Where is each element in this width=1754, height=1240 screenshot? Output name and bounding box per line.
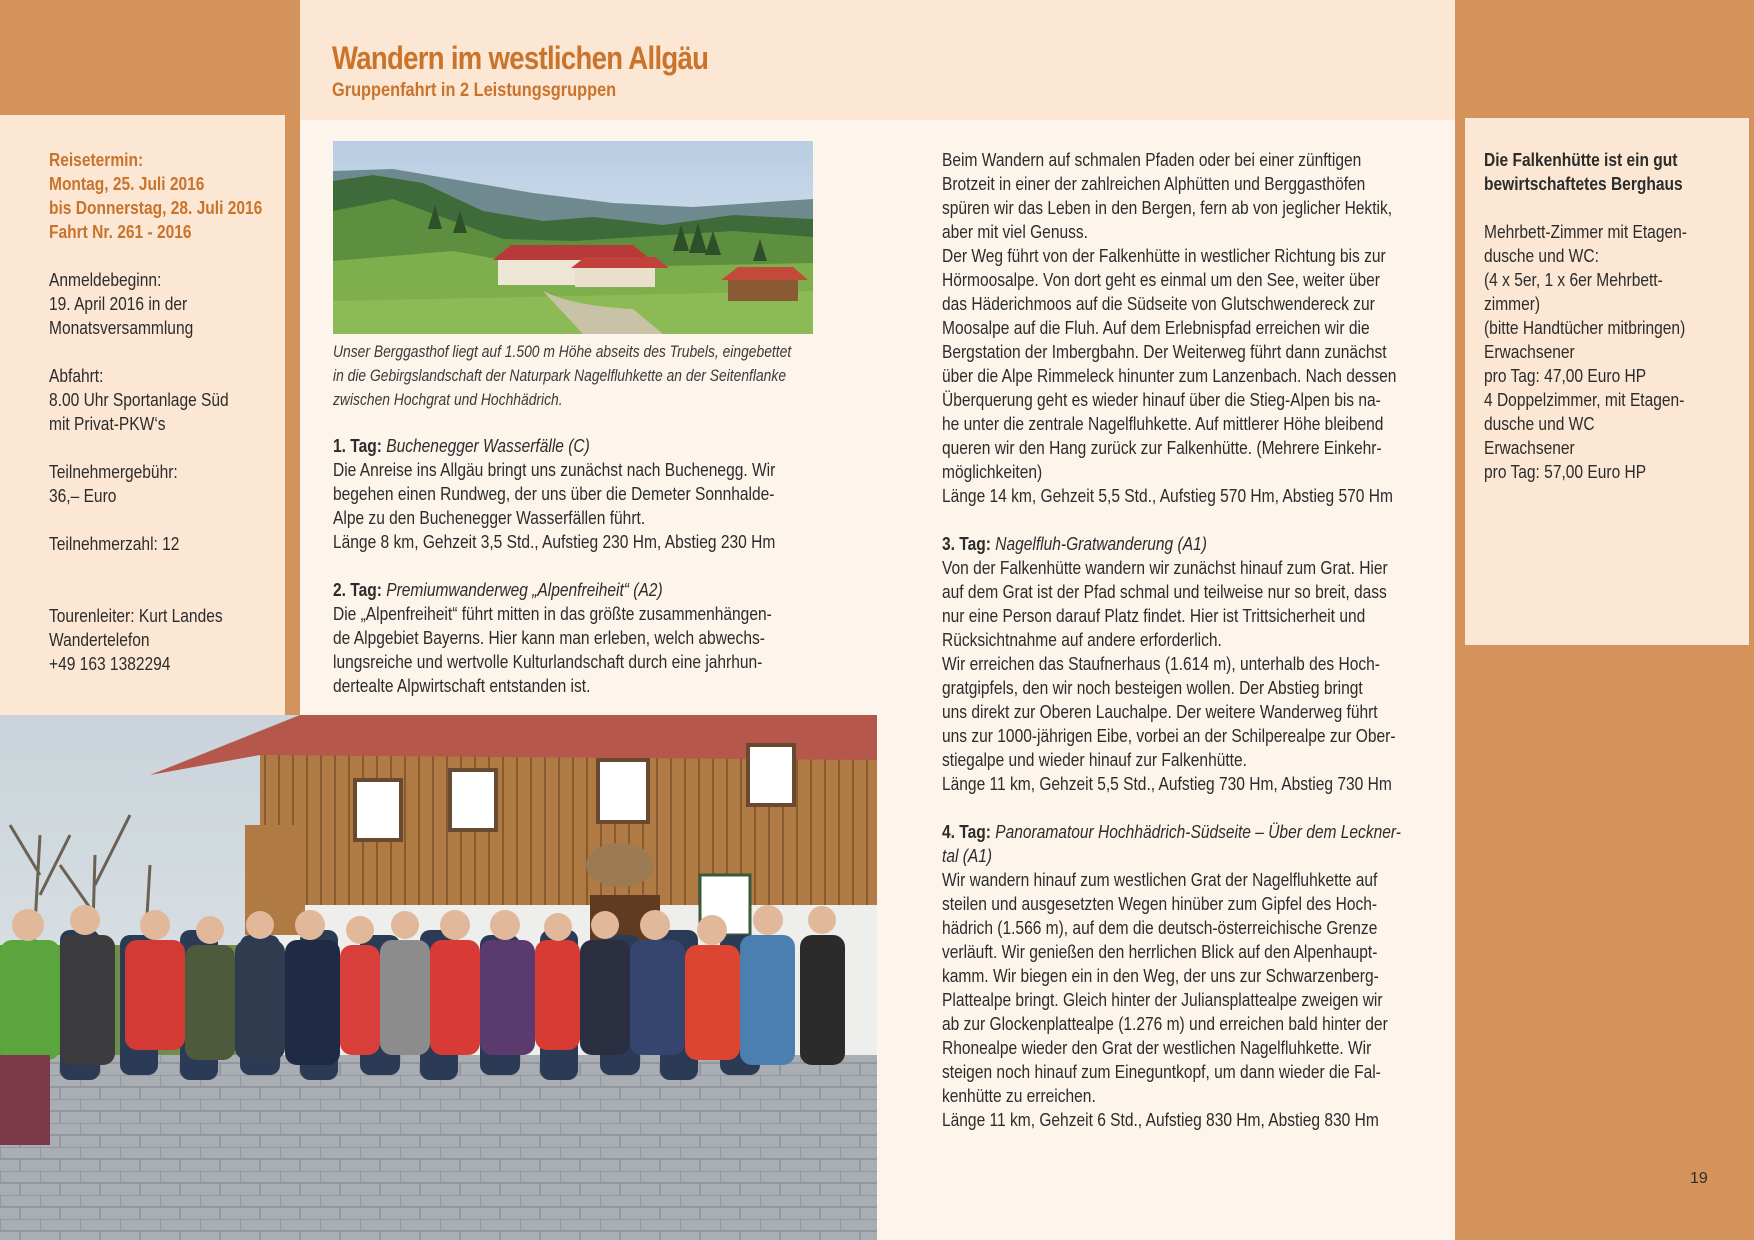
intro-line: Bergstation der Imbergbahn. Der Weiterweg führt dann zunächst: [942, 341, 1387, 362]
registration-line: Monatsversammlung: [49, 317, 194, 338]
date-end: bis Donnerstag, 28. Juli 2016: [49, 197, 263, 218]
intro-line: he unter die zentrale Nagelfluhkette. Auf mittlerer Höhe bleibend: [942, 413, 1384, 434]
day-text-line: nur eine Person darauf Platz findet. Hier ist Trittsicherheit und: [942, 605, 1366, 626]
hut-line: pro Tag: 47,00 Euro HP: [1484, 365, 1647, 386]
hut-line: (4 x 5er, 1 x 6er Mehrbett-: [1484, 269, 1663, 290]
tour-leader: Tourenleiter: Kurt Landes: [49, 605, 223, 626]
days-column-1: [333, 434, 903, 698]
day-text-line: Alpe zu den Buchenegger Wasserfällen führt.: [333, 507, 646, 528]
photo-caption: [333, 340, 923, 412]
lodge-photo: [333, 141, 813, 334]
fee-label: Teilnehmergebühr:: [49, 461, 178, 482]
day-text-line: begehen einen Rundweg, der uns über die Demeter Sonnhalde-: [333, 483, 775, 504]
registration-line: 19. April 2016 in der: [49, 293, 188, 314]
departure-line: 8.00 Uhr Sportanlage Süd: [49, 389, 229, 410]
day-label: 4. Tag:: [942, 821, 991, 842]
departure-line: mit Privat-PKW‘s: [49, 413, 166, 434]
intro-line: Brotzeit in einer der zahlreichen Alphütten und Berggasthöfen: [942, 173, 1366, 194]
day-text-line: steilen und ausgesetzten Wegen hinüber zum Gipfel des Hoch-: [942, 893, 1378, 914]
day-text-line: Wir erreichen das Staufnerhaus (1.614 m), unterhalb des Hoch-: [942, 653, 1380, 674]
hut-line: (bitte Handtücher mitbringen): [1484, 317, 1686, 338]
intro-line: Der Weg führt von der Falkenhütte in westlicher Richtung bis zur: [942, 245, 1386, 266]
hut-line: 4 Doppelzimmer, mit Etagen-: [1484, 389, 1685, 410]
registration-label: Anmeldebeginn:: [49, 269, 162, 290]
day-text-line: auf dem Grat ist der Pfad schmal und teilweise nur so breit, dass: [942, 581, 1387, 602]
day-heading: [333, 578, 812, 602]
intro-line: queren wir den Hang zurück zur Falkenhütte. (Mehrere Einkehr-: [942, 437, 1382, 458]
day-label: 1. Tag:: [333, 435, 382, 456]
hut-info: [1484, 148, 1754, 484]
days-column-2: [942, 148, 1522, 1132]
hut-line: dusche und WC:: [1484, 245, 1599, 266]
day-title: Buchenegger Wasserfälle (C): [386, 435, 590, 456]
day-text-line: Plattealpe bringt. Gleich hinter der Juliansplattealpe zweigen wir: [942, 989, 1383, 1010]
day-text-line: Wir wandern hinauf zum westlichen Grat der Nagelfluhkette auf: [942, 869, 1378, 890]
page-number: 19: [1690, 1170, 1708, 1187]
day-title-cont: tal (A1): [942, 845, 993, 866]
day-text-line: Von der Falkenhütte wandern wir zunächst hinauf zum Grat. Hier: [942, 557, 1388, 578]
day-label: 2. Tag:: [333, 579, 382, 600]
caption-line: in die Gebirgslandschaft der Naturpark Nagelfluhkette an der Seitenflanke: [333, 367, 787, 385]
hut-line: Erwachsener: [1484, 341, 1575, 362]
intro-line: spüren wir das Leben in den Bergen, fern ab von jeglicher Hektik,: [942, 197, 1393, 218]
intro-line: Überquerung geht es wieder hinauf über die Stieg-Alpen bis na-: [942, 389, 1381, 410]
day-text-line: de Alpgebiet Bayerns. Hier kann man erleben, welch abwechs-: [333, 627, 765, 648]
day-stats: Länge 11 km, Gehzeit 5,5 Std., Aufstieg 730 Hm, Abstieg 730 Hm: [942, 773, 1392, 794]
day-text-line: kamm. Wir biegen ein in den Weg, der uns zur Schwarzenberg-: [942, 965, 1379, 986]
page-title: Wandern im westlichen Allgäu: [332, 40, 709, 76]
day-heading: [942, 820, 1429, 844]
day-text-line: dertealte Alpwirtschaft entstanden ist.: [333, 675, 591, 696]
day-text-line: uns direkt zur Oberen Lauchalpe. Der weitere Wanderweg führt: [942, 701, 1378, 722]
day-stats: Länge 14 km, Gehzeit 5,5 Std., Aufstieg 570 Hm, Abstieg 570 Hm: [942, 485, 1393, 506]
day-text-line: verläuft. Wir genießen den herrlichen Blick auf den Alpenhaupt-: [942, 941, 1378, 962]
intro-line: Hörmoosalpe. Von dort geht es einmal um den See, weiter über: [942, 269, 1380, 290]
fee-value: 36,– Euro: [49, 485, 117, 506]
day-text-line: ab zur Glockenplattealpe (1.276 m) und erreichen bald hinter der: [942, 1013, 1388, 1034]
participant-count: Teilnehmerzahl: 12: [49, 533, 180, 554]
hut-line: Erwachsener: [1484, 437, 1575, 458]
day-heading-cont: [942, 844, 1429, 868]
intro-line: über die Alpe Rimmeleck hinunter zum Lanzenbach. Nach dessen: [942, 365, 1397, 386]
hut-line: pro Tag: 57,00 Euro HP: [1484, 461, 1647, 482]
intro-line: möglichkeiten): [942, 461, 1043, 482]
day-heading: [942, 532, 1429, 556]
day-text-line: Rücksichtnahme auf andere erforderlich.: [942, 629, 1222, 650]
intro-line: aber mit viel Genuss.: [942, 221, 1088, 242]
hut-heading: Die Falkenhütte ist ein gut: [1484, 149, 1678, 170]
day-text-line: Rhonealpe wieder den Grat der westlichen Nagelfluhkette. Wir: [942, 1037, 1372, 1058]
day-text-line: steigen noch hinauf zum Eineguntkopf, um dann wieder die Fal-: [942, 1061, 1381, 1082]
departure-label: Abfahrt:: [49, 365, 104, 386]
page-subtitle: Gruppenfahrt in 2 Leistungsgruppen: [332, 80, 617, 101]
day-text-line: stiegalpe und wieder hinauf zur Falkenhütte.: [942, 749, 1247, 770]
day-text-line: hädrich (1.566 m), auf dem die deutsch-österreichische Grenze: [942, 917, 1378, 938]
intro-line: das Häderichmoos auf die Südseite von Glutschwendereck zur: [942, 293, 1375, 314]
group-photo: [0, 715, 877, 1240]
day-heading: [333, 434, 812, 458]
day-title: Premiumwanderweg „Alpenfreiheit“ (A2): [386, 579, 663, 600]
day-text-line: uns zur 1000-jährigen Eibe, vorbei an der Schilperealpe zur Ober-: [942, 725, 1396, 746]
day-text-line: lungsreiche und wertvolle Kulturlandschaft durch eine jahrhun-: [333, 651, 763, 672]
phone-label: Wandertelefon: [49, 629, 150, 650]
hut-heading: bewirtschaftetes Berghaus: [1484, 173, 1683, 194]
hut-line: dusche und WC: [1484, 413, 1595, 434]
trip-number: Fahrt Nr. 261 - 2016: [49, 221, 192, 242]
trip-info: [49, 148, 329, 676]
phone-number: +49 163 1382294: [49, 653, 171, 674]
day-stats: Länge 8 km, Gehzeit 3,5 Std., Aufstieg 230 Hm, Abstieg 230 Hm: [333, 531, 776, 552]
caption-line: Unser Berggasthof liegt auf 1.500 m Höhe abseits des Trubels, eingebettet: [333, 343, 792, 361]
day-title: Panoramatour Hochhädrich-Südseite – Über dem Leckner-: [995, 821, 1401, 842]
day-text-line: Die Anreise ins Allgäu bringt uns zunächst nach Buchenegg. Wir: [333, 459, 776, 480]
day-text-line: gratgipfels, den wir noch besteigen wollen. Der Abstieg bringt: [942, 677, 1363, 698]
hut-line: zimmer): [1484, 293, 1541, 314]
date-label: Reisetermin:: [49, 149, 144, 170]
hut-line: Mehrbett-Zimmer mit Etagen-: [1484, 221, 1687, 242]
date-start: Montag, 25. Juli 2016: [49, 173, 205, 194]
intro-line: Moosalpe auf die Fluh. Auf dem Erlebnispfad erreichen wir die: [942, 317, 1370, 338]
day-text-line: kenhütte zu erreichen.: [942, 1085, 1096, 1106]
day-text-line: Die „Alpenfreiheit“ führt mitten in das größte zusammenhängen-: [333, 603, 772, 624]
day-label: 3. Tag:: [942, 533, 991, 554]
intro-line: Beim Wandern auf schmalen Pfaden oder bei einer zünftigen: [942, 149, 1362, 170]
day-title: Nagelfluh-Gratwanderung (A1): [995, 533, 1207, 554]
day-stats: Länge 11 km, Gehzeit 6 Std., Aufstieg 830 Hm, Abstieg 830 Hm: [942, 1109, 1379, 1130]
caption-line: zwischen Hochgrat und Hochhädrich.: [333, 391, 563, 409]
